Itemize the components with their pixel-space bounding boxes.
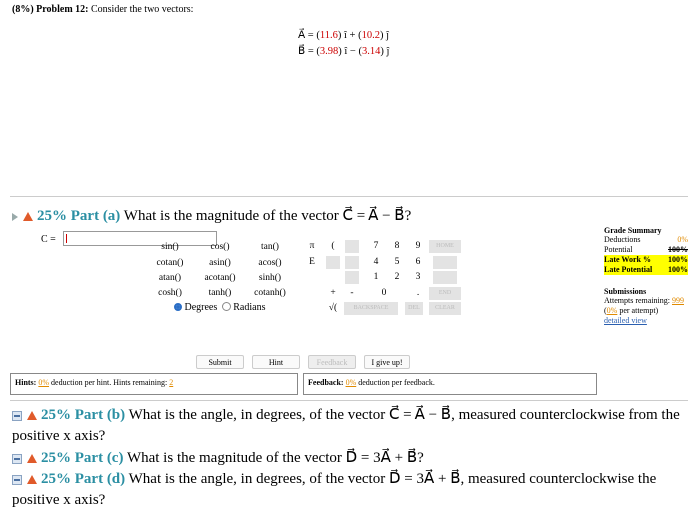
divider xyxy=(10,196,688,197)
submissions-title: Submissions xyxy=(604,287,647,296)
part-a-label: Part (a) xyxy=(70,208,121,224)
warning-icon xyxy=(23,212,33,221)
key-e[interactable]: E xyxy=(309,257,315,267)
key-times[interactable] xyxy=(345,271,359,284)
radians-label: Radians xyxy=(233,302,266,313)
hints-pct: 0% xyxy=(38,378,50,387)
key-acos[interactable]: acos() xyxy=(258,258,282,268)
grade-summary-title: Grade Summary xyxy=(604,226,662,235)
warning-icon xyxy=(27,475,37,484)
hints-remaining: 2 xyxy=(169,378,174,387)
hints-label: Hints: xyxy=(15,378,37,387)
part-b-weight: 25% xyxy=(41,407,71,423)
feedback-button[interactable]: Feedback xyxy=(308,355,356,369)
part-b-heading[interactable] xyxy=(12,405,688,447)
key-9[interactable]: 9 xyxy=(415,241,421,251)
key-7[interactable]: 7 xyxy=(373,241,379,251)
part-a-heading xyxy=(12,206,411,225)
vector-b-lhs: B⃗ = ( xyxy=(298,46,320,57)
problem-header xyxy=(12,4,193,15)
vector-a-x: 11.6 xyxy=(319,30,338,41)
hint-button[interactable]: Hint xyxy=(252,355,300,369)
key-plus[interactable]: + xyxy=(330,288,336,298)
hints-text: deduction per hint. Hints remaining: xyxy=(51,378,168,387)
grade-row-potential: Potential 100% xyxy=(604,245,688,254)
key-1[interactable]: 1 xyxy=(373,272,379,282)
vector-b-y: 3.14 xyxy=(361,46,381,57)
vector-a-lhs: A⃗ = ( xyxy=(298,30,320,41)
collapse-icon[interactable] xyxy=(12,411,22,421)
feedback-bar xyxy=(303,373,597,395)
key-3[interactable]: 3 xyxy=(415,272,421,282)
vector-b-mid: ) î − ( xyxy=(338,46,362,57)
grade-summary xyxy=(604,226,688,326)
part-b-question: What is the angle, in degrees, of the vector C⃗ = A⃗ − B⃗, measured counterclockwise from the positive x axis? xyxy=(12,407,680,444)
give-up-button[interactable]: I give up! xyxy=(364,355,410,369)
key-sqrt[interactable]: √( xyxy=(328,303,338,313)
grade-row-deductions: Deductions 0% xyxy=(604,235,688,244)
vector-b xyxy=(298,45,389,57)
key-cotanh[interactable]: cotanh() xyxy=(254,288,286,298)
problem-number: Problem 12: xyxy=(36,4,89,15)
key-cosh[interactable]: cosh() xyxy=(158,288,182,298)
part-d-label: Part (d) xyxy=(74,471,126,487)
collapse-icon[interactable] xyxy=(12,454,22,464)
key-home[interactable]: HOME xyxy=(429,240,461,253)
part-a-weight: 25% xyxy=(37,208,67,224)
part-d-weight: 25% xyxy=(41,471,71,487)
collapse-icon[interactable] xyxy=(12,475,22,485)
key-asin[interactable]: asin() xyxy=(209,258,231,268)
key-cotan[interactable]: cotan() xyxy=(156,258,184,268)
detailed-view-link[interactable]: detailed view xyxy=(604,316,647,325)
feedback-text: deduction per feedback. xyxy=(358,378,435,387)
part-b-label: Part (b) xyxy=(74,407,126,423)
key-del[interactable]: DEL xyxy=(405,302,423,315)
key-cos[interactable]: cos() xyxy=(210,242,230,252)
key-tan[interactable]: tan() xyxy=(261,242,279,252)
key-multiply[interactable] xyxy=(345,256,359,269)
part-c-heading[interactable] xyxy=(12,448,688,469)
angle-mode xyxy=(174,302,265,313)
key-atan[interactable]: atan() xyxy=(158,273,182,283)
key-sinh[interactable]: sinh() xyxy=(258,273,282,283)
vector-a-mid: ) î + ( xyxy=(337,30,362,41)
divider-parts xyxy=(10,400,688,401)
problem-weight: (8%) xyxy=(12,4,34,15)
vector-b-end: ) ĵ xyxy=(380,46,390,57)
part-c-weight: 25% xyxy=(41,450,71,466)
feedback-label: Feedback: xyxy=(308,378,344,387)
key-acotan[interactable]: acotan() xyxy=(204,273,236,283)
key-tanh[interactable]: tanh() xyxy=(208,288,232,298)
part-d-heading[interactable] xyxy=(12,469,688,511)
key-power[interactable] xyxy=(326,256,340,269)
key-minus[interactable]: - xyxy=(350,288,354,298)
key-arrow-left[interactable] xyxy=(433,271,457,284)
radians-radio[interactable] xyxy=(222,302,231,311)
key-8[interactable]: 8 xyxy=(394,241,400,251)
degrees-label: Degrees xyxy=(184,302,218,313)
attempts-remaining: Attempts remaining: 999 xyxy=(604,296,684,305)
vector-a xyxy=(298,29,389,41)
part-c-label: Part (c) xyxy=(74,450,124,466)
key-pi[interactable]: π xyxy=(309,241,315,251)
key-arrow-right[interactable] xyxy=(433,256,457,269)
key-end[interactable]: END xyxy=(429,287,461,300)
warning-icon xyxy=(27,454,37,463)
key-4[interactable]: 4 xyxy=(373,257,379,267)
warning-icon xyxy=(27,411,37,420)
key-5[interactable]: 5 xyxy=(394,257,400,267)
key-6[interactable]: 6 xyxy=(415,257,421,267)
key-dot[interactable]: . xyxy=(416,288,420,298)
part-a-question: What is the magnitude of the vector C⃗ = A⃗ − B⃗? xyxy=(123,208,412,224)
key-clear[interactable]: CLEAR xyxy=(429,302,461,315)
submit-button[interactable]: Submit xyxy=(196,355,244,369)
grade-row-late-work: Late Work % 100% xyxy=(604,255,688,264)
part-d-question: What is the angle, in degrees, of the vector D⃗ = 3A⃗ + B⃗, measured counterclockwise the positive x axis? xyxy=(12,471,657,508)
per-attempt: (0% per attempt) xyxy=(604,306,659,315)
vector-b-x: 3.98 xyxy=(319,46,339,57)
key-sin[interactable]: sin() xyxy=(161,242,179,252)
vector-a-y: 10.2 xyxy=(361,30,380,41)
grade-row-late-potential: Late Potential 100% xyxy=(604,265,688,274)
key-close-paren[interactable] xyxy=(345,240,359,253)
feedback-pct: 0% xyxy=(345,378,357,387)
degrees-radio[interactable] xyxy=(174,303,182,311)
part-c-question: What is the magnitude of the vector D⃗ = 3A⃗ + B⃗? xyxy=(126,450,424,466)
expand-arrow-icon[interactable] xyxy=(12,213,18,221)
key-open-paren[interactable]: ( xyxy=(331,241,335,251)
vector-a-end: ) ĵ xyxy=(379,30,389,41)
problem-prompt: Consider the two vectors: xyxy=(90,4,194,15)
key-0[interactable]: 0 xyxy=(381,288,387,298)
key-2[interactable]: 2 xyxy=(394,272,400,282)
hints-bar xyxy=(10,373,298,395)
key-backspace[interactable]: BACKSPACE xyxy=(344,302,398,315)
answer-label: C = xyxy=(41,234,56,245)
